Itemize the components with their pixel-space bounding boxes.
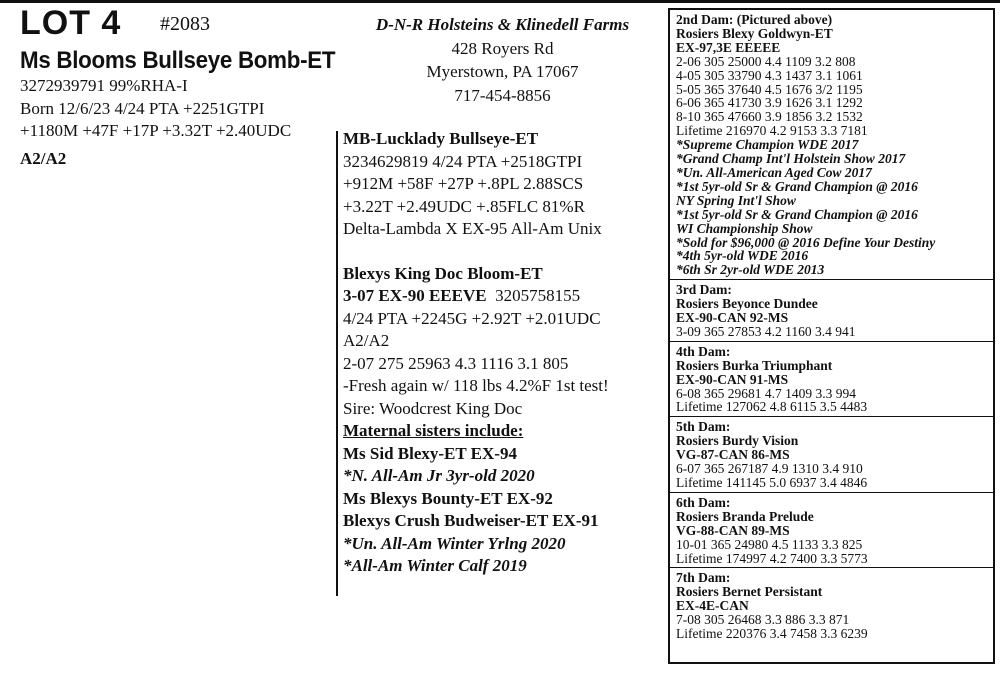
dam-line: -Fresh again w/ 118 lbs 4.2%F 1st test!: [343, 376, 609, 395]
production-record: 6-06 365 41730 3.9 1626 3.1 1292: [676, 95, 863, 111]
animal-name: Ms Blooms Bullseye Bomb-ET: [20, 47, 336, 74]
production-record: 10-01 365 24980 4.5 1133 3.3 825: [676, 536, 863, 552]
dam-line: 4/24 PTA +2245G +2.92T +2.01UDC: [343, 308, 601, 328]
dam-pedigree-box: [668, 8, 995, 664]
dam-classification: EX-90-CAN 92-MS: [676, 310, 789, 326]
section-title: 2nd Dam: (Pictured above): [676, 12, 833, 27]
show-honor: *Supreme Champion WDE 2017: [676, 137, 859, 153]
dam-name: Blexys King Doc Bloom-ET: [343, 263, 543, 283]
section-title: 5th Dam:: [676, 419, 731, 435]
seventh-dam-section: [670, 567, 993, 641]
dam-line: 2-07 275 25963 4.3 1116 3.1 805: [343, 353, 569, 373]
dam-classification: EX-90-CAN 91-MS: [676, 371, 789, 387]
dam-line: Sire: Woodcrest King Doc: [343, 398, 523, 418]
production-record: 3-09 365 27853 4.2 1160 3.4 941: [676, 323, 856, 339]
show-honor: *1st 5yr-old Sr & Grand Champion @ 2016: [676, 206, 918, 222]
dam-name: Rosiers Burdy Vision: [676, 433, 799, 449]
maternal-sister-honor: *All-Am Winter Calf 2019: [343, 556, 527, 575]
animal-beta-casein: A2/A2: [20, 148, 67, 168]
lot-label: LOT 4: [20, 4, 122, 42]
production-record: 7-08 305 26468 3.3 886 3.3 871: [676, 612, 850, 628]
third-dam-section: [670, 279, 993, 339]
dam-classification: VG-88-CAN 89-MS: [676, 522, 790, 538]
production-record: 4-05 305 33790 4.3 1437 3.1 1061: [676, 67, 863, 83]
dam-name: Rosiers Beyonce Dundee: [676, 296, 818, 312]
lot-number: #2083: [160, 13, 210, 35]
maternal-sister: Ms Blexys Bounty-ET EX-92: [343, 488, 553, 508]
production-record: 5-05 365 37640 4.5 1676 3/2 1195: [676, 81, 863, 97]
fifth-dam-section: [670, 416, 993, 490]
sixth-dam-section: [670, 492, 993, 566]
sire-line: Delta-Lambda X EX-95 All-Am Unix: [343, 219, 602, 238]
dam-classification: EX-4E-CAN: [676, 598, 749, 614]
show-honor: *1st 5yr-old Sr & Grand Champion @ 2016: [676, 178, 918, 194]
production-record: 6-07 365 267187 4.9 1310 3.4 910: [676, 461, 863, 477]
lifetime-record: Lifetime 216970 4.2 9153 3.3 7181: [676, 123, 868, 139]
lifetime-record: Lifetime 127062 4.8 6115 3.5 4483: [676, 399, 868, 415]
sire-line: 3234629819 4/24 PTA +2518GTPI: [343, 151, 583, 171]
sire-line: +912M +58F +27P +.8PL 2.88SCS: [343, 174, 584, 193]
show-honor: *Grand Champ Int'l Holstein Show 2017: [676, 151, 906, 167]
animal-born: Born 12/6/23 4/24 PTA +2251GTPI: [20, 98, 265, 118]
animal-info: [20, 75, 291, 170]
dam-classification: 3-07 EX-90 EEEVE: [343, 286, 487, 305]
sire-dam-block: [343, 128, 609, 578]
maternal-sisters-heading: Maternal sisters include:: [343, 421, 524, 440]
sire-line: +3.22T +2.49UDC +.85FLC 81%R: [343, 196, 585, 216]
animal-registration: 3272939791 99%RHA-I: [20, 76, 188, 95]
dam-classification: VG-87-CAN 86-MS: [676, 447, 790, 463]
maternal-sister: Ms Sid Blexy-ET EX-94: [343, 443, 517, 463]
show-honor: NY Spring Int'l Show: [676, 192, 796, 208]
consignor-block: [335, 13, 670, 107]
maternal-sister-honor: *N. All-Am Jr 3yr-old 2020: [343, 466, 535, 485]
lifetime-record: Lifetime 220376 3.4 7458 3.3 6239: [676, 626, 868, 642]
show-honor: *Un. All-American Aged Cow 2017: [676, 164, 872, 180]
sire-name: MB-Lucklady Bullseye-ET: [343, 129, 539, 148]
show-honor: *4th 5yr-old WDE 2016: [676, 248, 809, 264]
show-honor: WI Championship Show: [676, 220, 813, 236]
pedigree-bracket: [336, 131, 338, 596]
dam-classification: EX-97,3E EEEEE: [676, 39, 781, 55]
show-honor: *6th Sr 2yr-old WDE 2013: [676, 262, 825, 278]
fourth-dam-section: [670, 341, 993, 415]
dam-name: Rosiers Blexy Goldwyn-ET: [676, 25, 833, 41]
section-title: 7th Dam:: [676, 570, 731, 586]
section-title: 6th Dam:: [676, 494, 731, 510]
second-dam-section: [676, 13, 993, 277]
production-record: 8-10 365 47660 3.9 1856 3.2 1532: [676, 109, 863, 125]
dam-name: Rosiers Bernet Persistant: [676, 584, 823, 600]
section-title: 3rd Dam:: [676, 282, 732, 298]
lifetime-record: Lifetime 141145 5.0 6937 3.4 4846: [676, 475, 868, 490]
production-record: 6-08 365 29681 4.7 1409 3.3 994: [676, 385, 856, 401]
consignor-name: D-N-R Holsteins & Klinedell Farms: [375, 15, 630, 34]
show-honor: *Sold for $96,000 @ 2016 Define Your Destiny: [676, 234, 936, 250]
consignor-street: 428 Royers Rd: [451, 38, 554, 58]
maternal-sister: Blexys Crush Budweiser-ET EX-91: [343, 511, 599, 530]
dam-name: Rosiers Branda Prelude: [676, 508, 814, 524]
dam-line: A2/A2: [343, 331, 390, 350]
section-title: 4th Dam:: [676, 343, 731, 359]
maternal-sister-honor: *Un. All-Am Winter Yrlng 2020: [343, 533, 566, 553]
consignor-phone: 717-454-8856: [454, 85, 551, 105]
animal-traits: +1180M +47F +17P +3.32T +2.40UDC: [20, 121, 292, 140]
dam-name: Rosiers Burka Triumphant: [676, 357, 833, 373]
lifetime-record: Lifetime 174997 4.2 7400 3.3 5773: [676, 550, 868, 566]
production-record: 2-06 305 25000 4.4 1109 3.2 808: [676, 53, 856, 69]
consignor-city: Myerstown, PA 17067: [426, 62, 579, 81]
dam-registration: 3205758155: [495, 286, 581, 305]
top-rule: [0, 0, 1000, 3]
